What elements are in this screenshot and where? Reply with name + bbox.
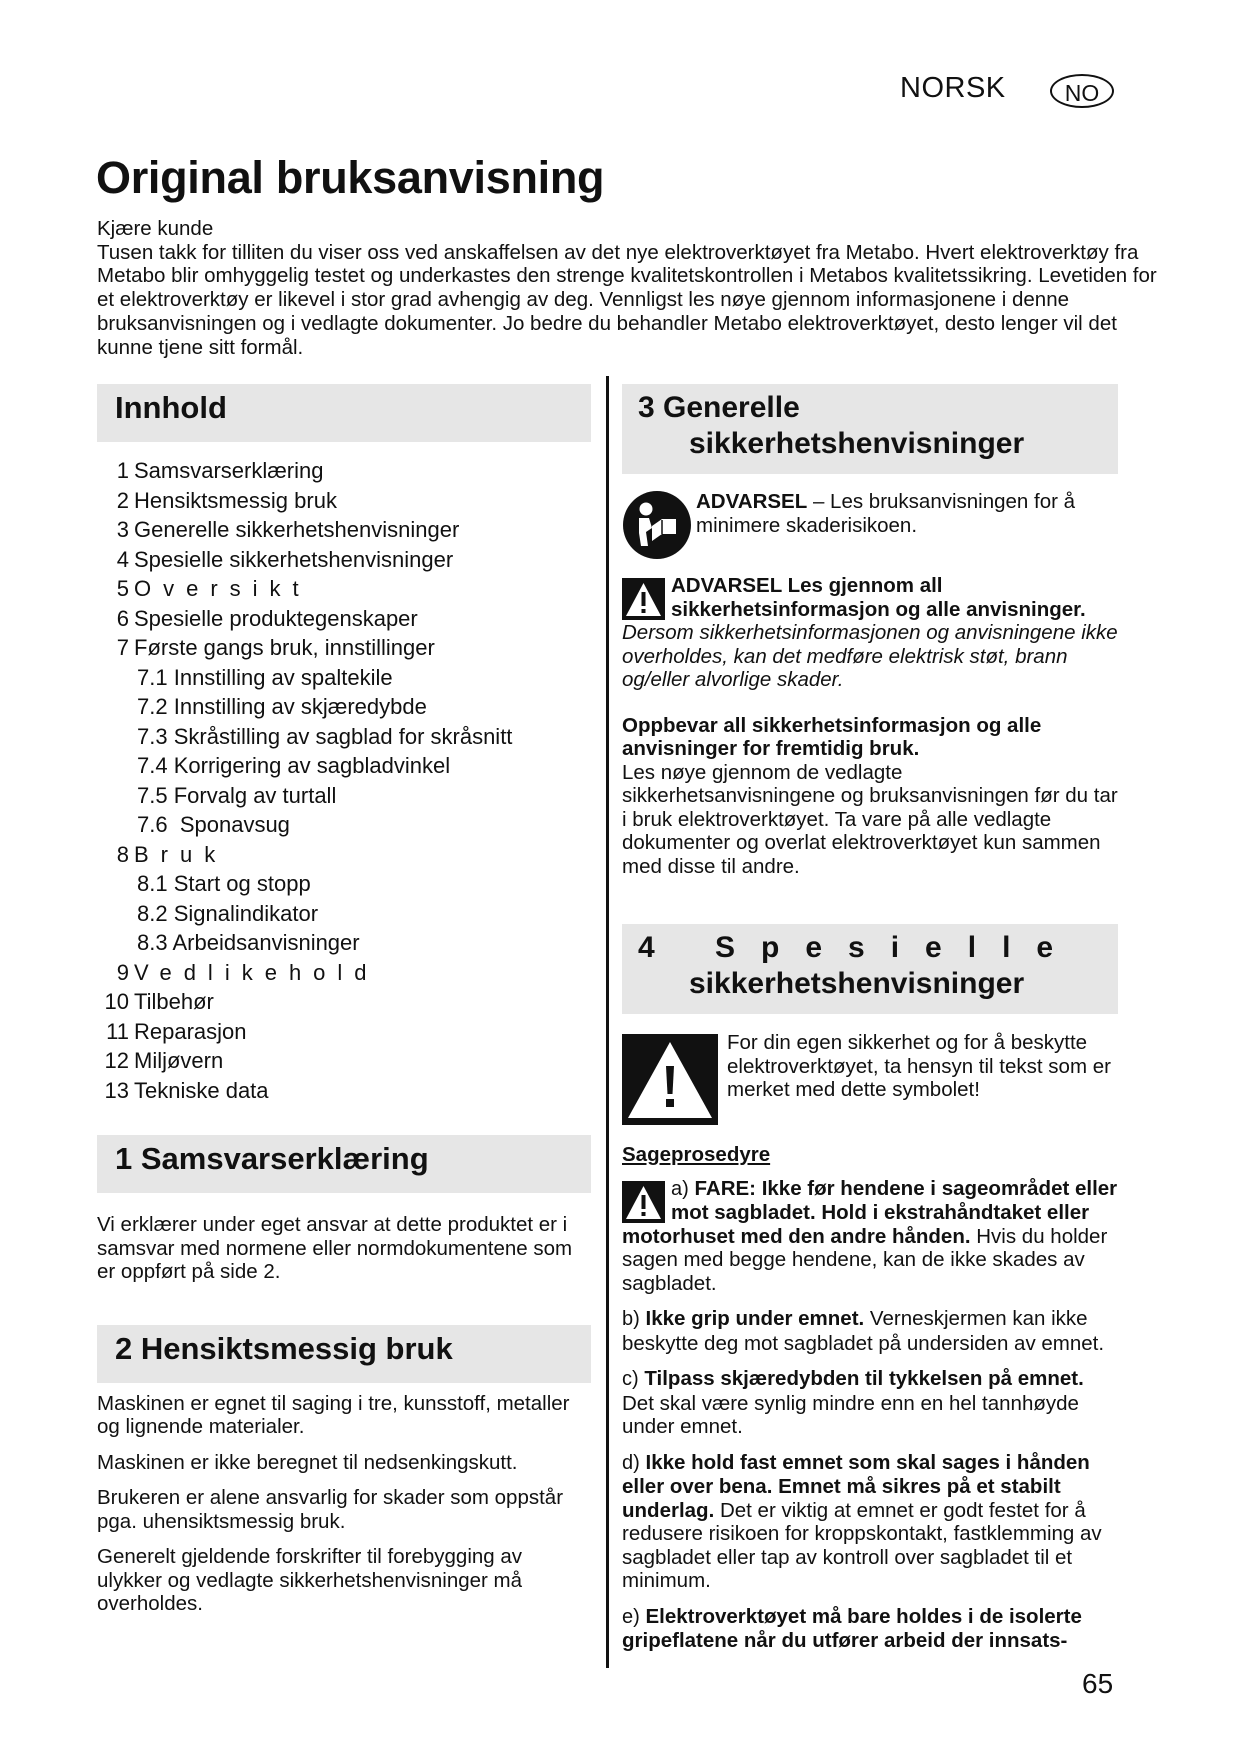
warning-triangle-icon (622, 578, 665, 620)
section-3-heading-line2: sikkerhetshenvisninger (689, 427, 1025, 460)
language-label: NORSK (900, 72, 1006, 104)
column-divider (606, 376, 609, 1668)
warning-italic-text: Dersom sikkerhetsinformasjonen og anvisningene ikke overholdes, kan det medføre elektrisk støt, brann og/eller alvorlige skader. (622, 621, 1118, 691)
intro-paragraph: Tusen takk for tilliten du viser oss ved anskaffelsen av det nye elektroverktøyet fra Metabo. Hvert elektroverktøy fra Metabo blir omhyggelig testet og underkastes den strenge kvalitetskontrollen i Metabos kvalitetssikring. Levetiden for et elektroverktøy er likevel i stor grad avhengig av deg. Vennligst les nøye gjennom informasjonene i denne bruksanvisningen og i vedlagte dokumenter. Jo bedre du behandler Metabo elektroverktøyet, desto lenger vil det kunne tjene sitt formål. (97, 240, 1157, 359)
rule-d: d) Ikke hold fast emnet som skal sages i hånden eller over bena. Emnet må sikres på et stabilt underlag. Det er viktig at emnet er godt festet for å redusere risikoen for kroppskontakt, fastklemming av sagbladet eller tap av kontroll over sagbladet til et minimum. (622, 1450, 1102, 1592)
section-2-heading: 2 Hensiktsmessig bruk (97, 1325, 591, 1383)
keep-instructions-bold: Oppbevar all sikkerhetsinformasjon og alle anvisninger for fremtidig bruk. (622, 713, 1042, 760)
toc-item[interactable]: 12 Miljøvern (104, 1048, 224, 1073)
language-badge: NO (1050, 74, 1114, 108)
warning-label: ADVARSEL (696, 490, 808, 513)
section-2-paragraph: Maskinen er ikke beregnet til nedsenkingskutt. (97, 1450, 518, 1474)
rule-bold-text: FARE: Ikke før hendene i sageområdet eller mot sagbladet. Hold i ekstrahåndtaket eller motorhuset med den andre hånden. (622, 1176, 1118, 1248)
toc-subitem[interactable]: 8.3 Arbeidsanvisninger (137, 930, 360, 955)
section-2-paragraph: Generelt gjeldende forskrifter til forebygging av ulykker og vedlagte sikkerhetshenvisninger må overholdes. (97, 1545, 523, 1615)
toc-item[interactable]: 6 Spesielle produktegenskaper (116, 605, 418, 631)
section-2-paragraph: Maskinen er egnet til saging i tre, kunsstoff, metaller og lignende materialer. (97, 1391, 570, 1438)
rule-e: e) Elektroverktøyet må bare holdes i de isolerte gripeflatene når du utfører arbeid der innsats- (622, 1604, 1082, 1652)
keep-instructions-text: Les nøye gjennom de vedlagte sikkerhetsanvisningene og bruksanvisningen før du tar i bruk elektroverktøyet. Ta vare på alle vedlagte dokumenter og overlat elektroverktøyet kun sammen med disse til andre. (622, 760, 1118, 878)
toc-item[interactable]: 8 Bruk (116, 841, 228, 867)
saw-procedure-subheading: Sageprosedyre (622, 1143, 771, 1166)
general-warning (622, 574, 1118, 692)
toc-item[interactable]: 4 Spesielle sikkerhetshenvisninger (116, 546, 454, 572)
toc-subitem[interactable]: 7.2 Innstilling av skjæredybde (137, 694, 427, 719)
toc-item[interactable]: 7 Første gangs bruk, innstillinger (116, 635, 435, 660)
section-4-heading-line2: sikkerhetshenvisninger (689, 967, 1025, 1000)
toc-subitem[interactable]: 8.1 Start og stopp (137, 871, 311, 896)
toc-item[interactable]: 5 Oversikt (116, 576, 311, 601)
toc-heading: Innhold (97, 384, 591, 442)
intro (97, 217, 1157, 359)
toc-subitem[interactable]: 7.5 Forvalg av turtall (137, 782, 337, 808)
warning-triangle-icon (622, 1181, 665, 1223)
toc-subitem[interactable]: 7.3 Skråstilling av sagblad for skråsnitt (137, 723, 513, 749)
rule-b: b) Ikke grip under emnet. Verneskjermen kan ikke beskytte deg mot sagbladet på undersiden av emnet. (622, 1307, 1105, 1355)
toc-item[interactable]: 2 Hensiktsmessig bruk (116, 487, 337, 513)
toc-subitem[interactable]: 7.4 Korrigering av sagbladvinkel (137, 753, 451, 778)
intro-greeting: Kjære kunde (97, 217, 214, 240)
left-column (97, 384, 591, 1616)
warning-bold-text: ADVARSEL Les gjennom all sikkerhetsinformasjon og alle anvisninger. (671, 574, 1086, 621)
toc-subitem[interactable]: 8.2 Signalindikator (137, 900, 319, 926)
right-column (622, 384, 1118, 1653)
warning-symbol-icon (622, 1034, 718, 1125)
toc-item[interactable]: 10 Tilbehør (104, 989, 214, 1014)
section-3-heading-line1: 3 Generelle (638, 391, 800, 424)
section-4-heading (622, 924, 1118, 1014)
toc-item[interactable]: 11 Reparasjon (106, 1018, 247, 1044)
rule-text: Hvis du holder sagen med begge hendene, kan de ikke skades av sagbladet. (622, 1224, 1108, 1295)
table-of-contents (97, 456, 591, 1105)
page-number: 65 (1082, 1668, 1114, 1699)
toc-item[interactable]: 9 Vedlikehold (116, 959, 379, 985)
warning-text: – Les bruksanvisningen for å minimere skaderisikoen. (696, 490, 1076, 537)
section-4-heading-line1: 4 Spesielle (638, 931, 1080, 964)
toc-item[interactable]: 3 Generelle sikkerhetshenvisninger (116, 517, 460, 542)
section-1-text: Vi erklærer under eget ansvar at dette produktet er i samsvar med normene eller normdokumentene som er oppført på side 2. (97, 1213, 573, 1283)
document-title: Original bruksanvisning (96, 152, 605, 203)
toc-subitem[interactable]: 7.1 Innstilling av spaltekile (137, 664, 393, 690)
symbol-notice (622, 1031, 1118, 1125)
read-manual-notice (622, 488, 1118, 558)
rule-a (622, 1177, 1118, 1296)
rule-c: c) Tilpass skjæredybden til tykkelsen på emnet. Det skal være synlig mindre enn en hel tannhøyde under emnet. (622, 1367, 1084, 1438)
section-2-paragraph: Brukeren er alene ansvarlig for skader som oppstår pga. uhensiktsmessig bruk. (97, 1486, 564, 1533)
read-manual-icon (622, 490, 692, 560)
toc-item[interactable]: 13 Tekniske data (104, 1077, 269, 1103)
rule-letter: a) (671, 1177, 689, 1200)
symbol-notice-text: For din egen sikkerhet og for å beskytte elektroverktøyet, ta hensyn til tekst som er merket med dette symbolet! (727, 1031, 1111, 1101)
section-3-heading (622, 384, 1118, 474)
toc-subitem[interactable]: 7.6 Sponavsug (137, 812, 290, 837)
toc-item[interactable]: 1 Samsvarserklæring (116, 458, 324, 483)
section-1-heading: 1 Samsvarserklæring (97, 1135, 591, 1193)
